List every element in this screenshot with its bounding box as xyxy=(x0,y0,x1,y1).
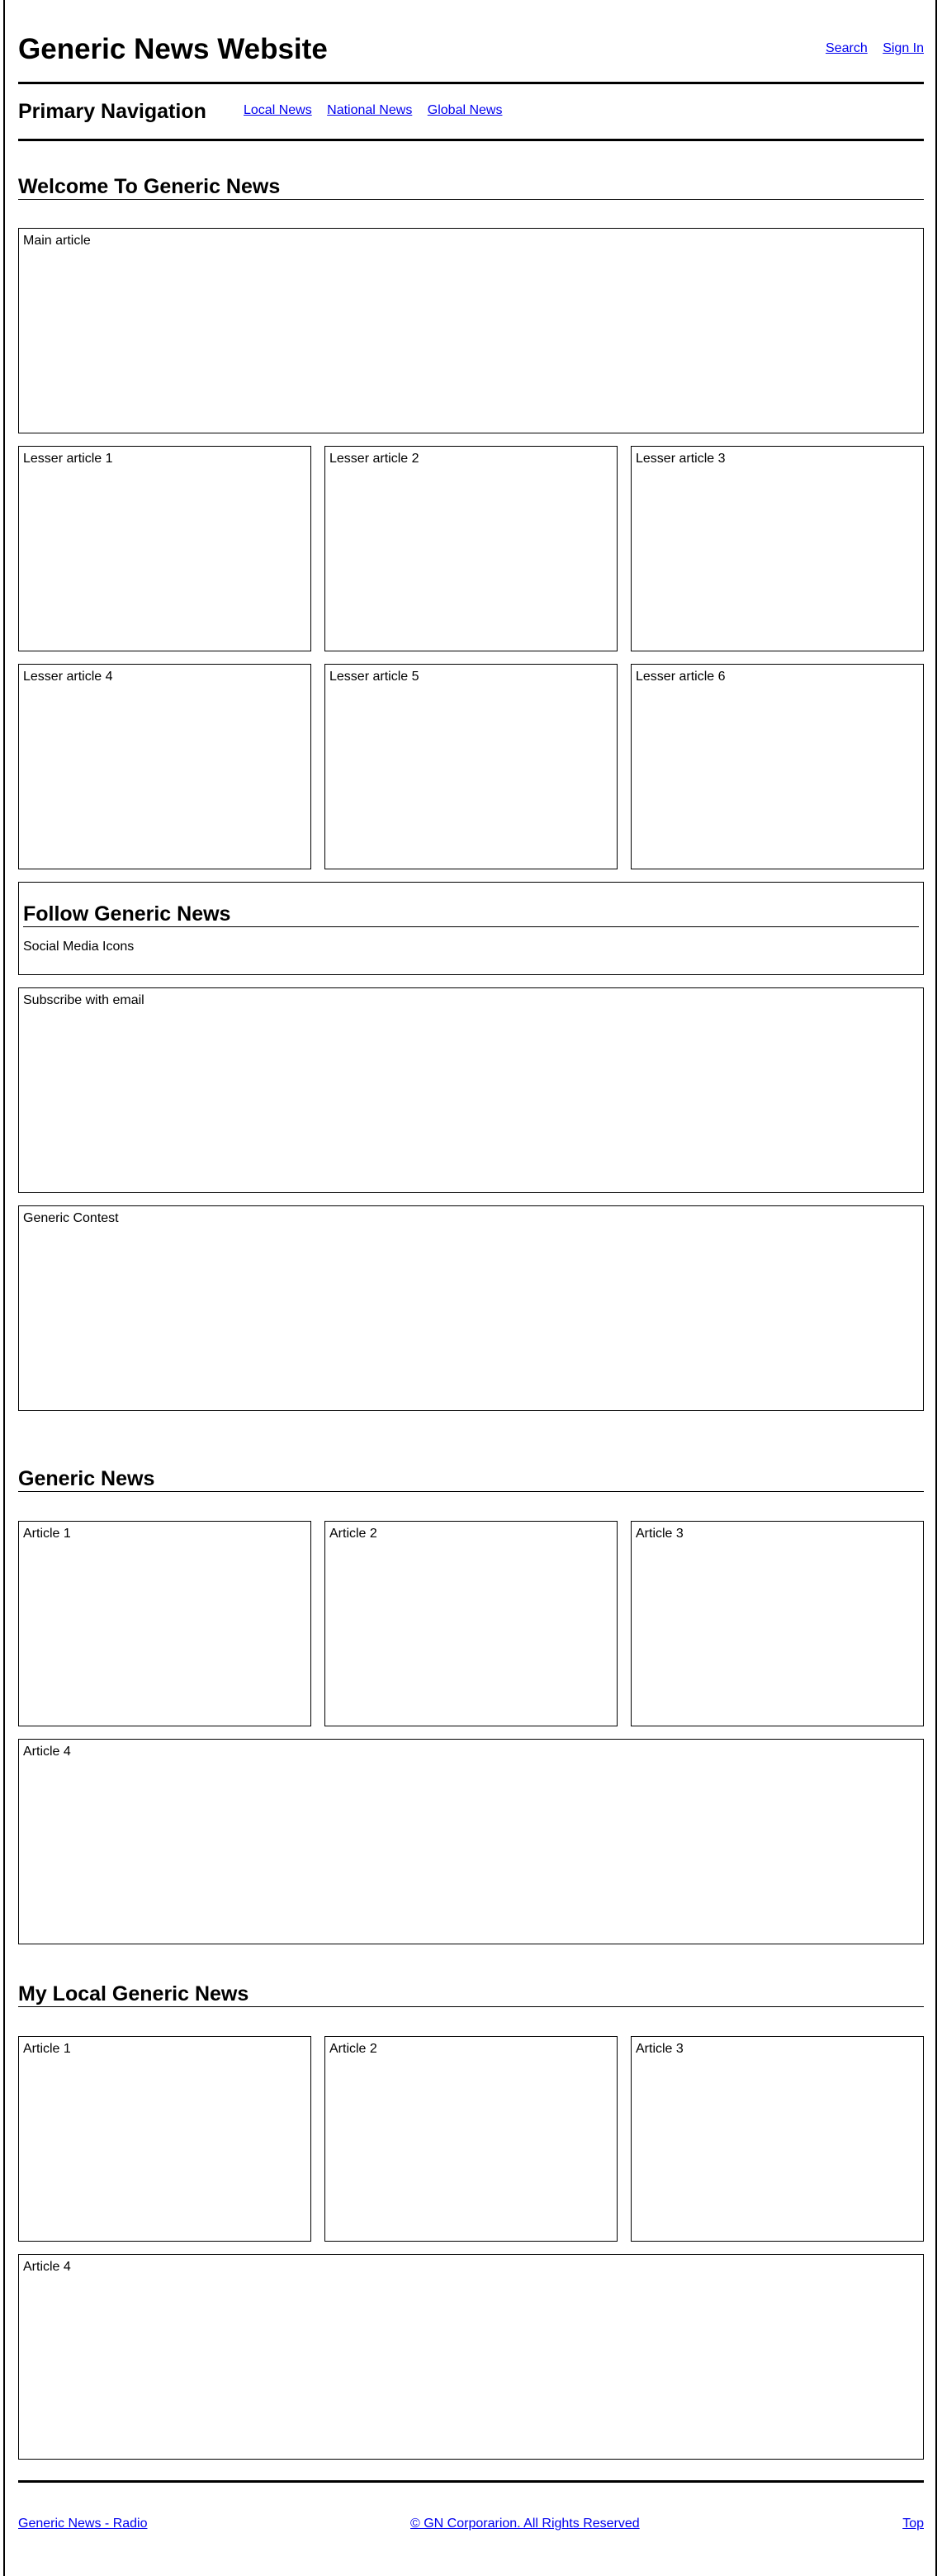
nav-link-local-news[interactable]: Local News xyxy=(244,103,312,117)
lesser-article-3[interactable] xyxy=(631,446,924,651)
lesser-article-1[interactable] xyxy=(18,446,311,651)
primary-nav-links xyxy=(244,103,514,118)
local-news-article-1[interactable] xyxy=(18,2036,311,2242)
lesser-article-6[interactable] xyxy=(631,664,924,869)
lesser-article-label: Lesser article 5 xyxy=(329,670,419,684)
welcome-heading: Welcome To Generic News xyxy=(18,174,924,200)
lesser-article-label: Lesser article 2 xyxy=(329,452,419,466)
article-label: Article 1 xyxy=(23,1527,71,1541)
article-label: Article 4 xyxy=(23,1745,71,1759)
nav-divider xyxy=(18,139,924,141)
lesser-article-label: Lesser article 4 xyxy=(23,670,113,684)
generic-news-article-3[interactable] xyxy=(631,1521,924,1726)
lesser-article-4[interactable] xyxy=(18,664,311,869)
article-label: Article 3 xyxy=(636,2042,684,2056)
main-article-label: Main article xyxy=(23,234,91,248)
generic-news-article-4[interactable] xyxy=(18,1739,924,1944)
primary-navigation xyxy=(18,97,924,125)
radio-link[interactable]: Generic News - Radio xyxy=(18,2517,148,2531)
lesser-article-5[interactable] xyxy=(324,664,618,869)
subscribe-label: Subscribe with email xyxy=(23,993,144,1007)
back-to-top-link[interactable]: Top xyxy=(902,2517,924,2531)
header-links xyxy=(814,41,924,56)
article-label: Article 3 xyxy=(636,1527,684,1541)
site-header xyxy=(18,31,924,69)
primary-nav-heading: Primary Navigation xyxy=(18,100,206,123)
copyright-link[interactable]: © GN Corporarion. All Rights Reserved xyxy=(410,2517,640,2531)
lesser-article-label: Lesser article 1 xyxy=(23,452,113,466)
lesser-article-label: Lesser article 3 xyxy=(636,452,726,466)
sign-in-link[interactable]: Sign In xyxy=(883,41,924,55)
local-news-article-4[interactable] xyxy=(18,2254,924,2460)
generic-news-article-2[interactable] xyxy=(324,1521,618,1726)
article-label: Article 2 xyxy=(329,2042,377,2056)
local-news-article-3[interactable] xyxy=(631,2036,924,2242)
article-label: Article 4 xyxy=(23,2260,71,2274)
subscribe-box[interactable] xyxy=(18,987,924,1193)
article-label: Article 2 xyxy=(329,1527,377,1541)
social-media-icons[interactable]: Social Media Icons xyxy=(23,940,135,954)
local-news-article-2[interactable] xyxy=(324,2036,618,2242)
footer-divider xyxy=(18,2480,924,2483)
lesser-article-2[interactable] xyxy=(324,446,618,651)
site-title: Generic News Website xyxy=(18,33,328,65)
follow-box xyxy=(18,882,924,975)
site-footer xyxy=(18,2517,924,2535)
contest-box[interactable] xyxy=(18,1205,924,1411)
lesser-article-label: Lesser article 6 xyxy=(636,670,726,684)
generic-news-article-1[interactable] xyxy=(18,1521,311,1726)
article-label: Article 1 xyxy=(23,2042,71,2056)
generic-news-heading: Generic News xyxy=(18,1466,924,1492)
nav-link-global-news[interactable]: Global News xyxy=(427,103,503,117)
contest-label: Generic Contest xyxy=(23,1211,119,1225)
follow-heading: Follow Generic News xyxy=(23,902,919,927)
local-news-heading: My Local Generic News xyxy=(18,1982,924,2007)
header-divider xyxy=(18,82,924,84)
main-article[interactable] xyxy=(18,228,924,433)
search-link[interactable]: Search xyxy=(826,41,868,55)
nav-link-national-news[interactable]: National News xyxy=(327,103,413,117)
